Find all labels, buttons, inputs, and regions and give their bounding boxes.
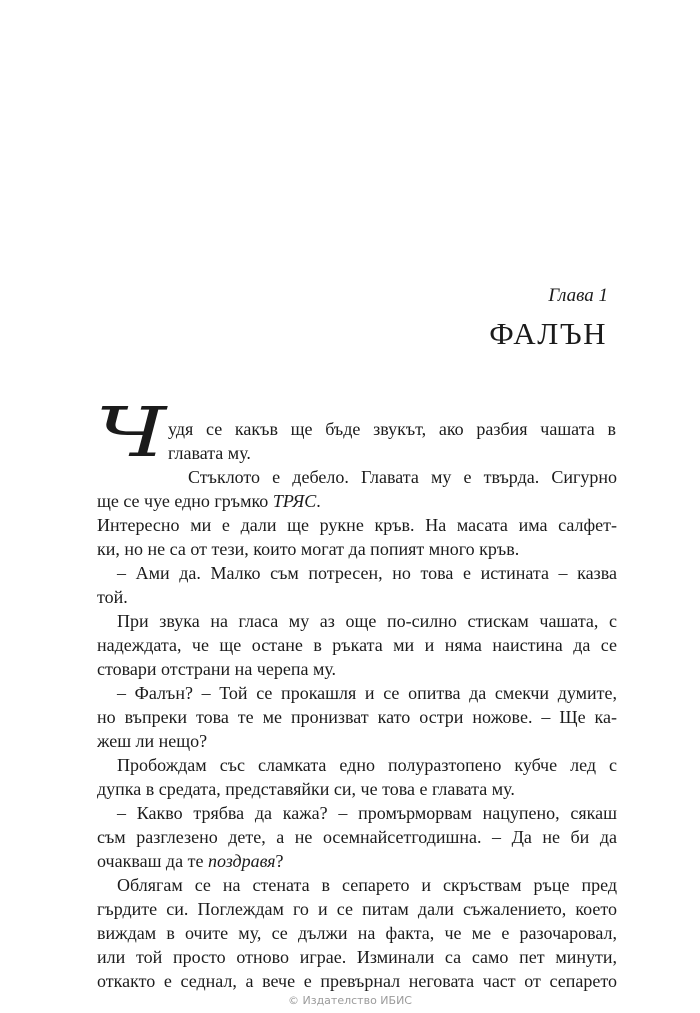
drop-cap: Ч xyxy=(95,394,166,473)
text-line: виждам в очите му, се дължи на факта, че ме е разочаровал, xyxy=(97,923,617,943)
text-line: той. xyxy=(97,587,128,607)
text-line xyxy=(97,489,617,513)
text-line: съм разглезено дете, а не осемнайсетгодишна. – Да не би да xyxy=(97,827,617,847)
text-line: удя се какъв ще бъде звукът, ако разбия чашата в xyxy=(168,419,616,439)
text-line: или той просто отново играе. Изминали са само пет минути, xyxy=(97,947,617,967)
text-run: ще се чуе едно гръмко xyxy=(97,491,273,511)
text-line: надеждата, че ще остане в ръката ми и няма наистина да се xyxy=(97,635,617,655)
text-line: Стъклото е дебело. Главата му е твърда. Сигурно xyxy=(188,467,617,487)
text-line: – Какво трябва да кажа? – промърморвам нацупено, сякаш xyxy=(117,803,617,823)
text-line: При звука на гласа му аз още по-силно стискам чашата, с xyxy=(117,611,617,631)
text-run: . xyxy=(316,491,321,511)
text-line xyxy=(97,849,617,873)
text-line: но въпреки това те ме пронизват като остри ножове. – Ще ка- xyxy=(97,707,617,727)
emphasis: поздравя xyxy=(207,851,276,871)
text-line: Облягам се на стената в сепарето и скръствам ръце пред xyxy=(117,875,617,895)
text-line: стовари отстрани на черепа му. xyxy=(97,659,337,679)
text-line: жеш ли нещо? xyxy=(97,731,208,751)
text-line: дупка в средата, представяйки си, че това е главата му. xyxy=(97,779,515,799)
text-line: – Ами да. Малко съм потресен, но това е истината – казва xyxy=(117,563,617,583)
chapter-title: ФАЛЪН xyxy=(489,316,607,351)
text-line: ки, но не са от тези, които могат да попият много кръв. xyxy=(97,539,520,559)
text-run: ? xyxy=(275,851,284,871)
chapter-label: Глава 1 xyxy=(548,285,608,306)
text-line: гърдите си. Поглеждам го и се питам дали съжалението, което xyxy=(97,899,617,919)
text-line: откакто е седнал, а вече е превърнал неговата част от сепарето xyxy=(97,971,617,991)
text-line: Интересно ми е дали ще рукне кръв. На масата има салфет- xyxy=(97,515,617,535)
copyright-footer: © Издателство ИБИС xyxy=(288,994,412,1007)
emphasis: ТРЯС xyxy=(272,491,317,511)
text-line: – Фалън? – Той се прокашля и се опитва да смекчи думите, xyxy=(117,683,617,703)
text-line: главата му. xyxy=(168,443,251,463)
text-line: Пробождам със сламката едно полуразтопено кубче лед с xyxy=(117,755,617,775)
text-run: очакваш да те xyxy=(97,851,208,871)
